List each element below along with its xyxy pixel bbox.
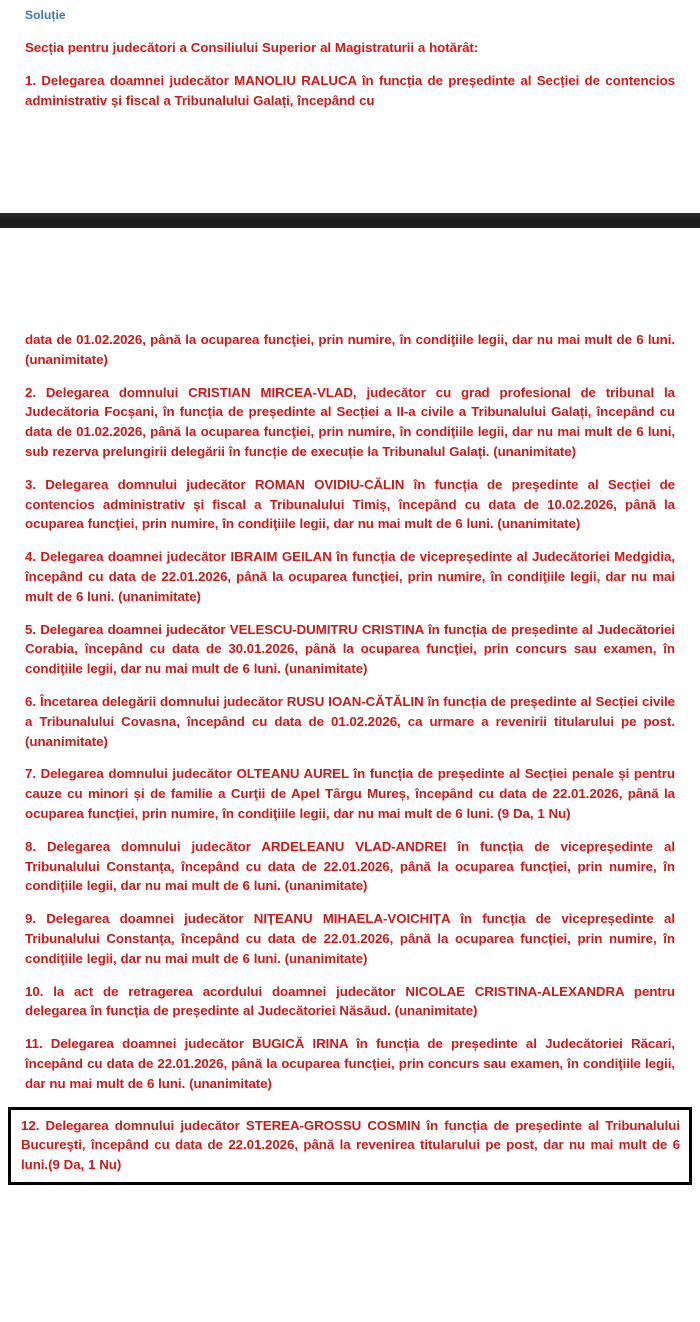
section-label-solutie: Soluție	[25, 8, 66, 22]
decision-item-3: 3. Delegarea domnului judecător ROMAN OVIDIU-CĂLIN în funcția de președinte al Secției de contencios administrativ și fiscal a Tribunalului Timiș, începând cu data de 10.02.2026, până la ocuparea funcţiei, prin numire, în condiţiile legii, dar nu mai mult de 6 luni. (unanimitate)	[25, 476, 675, 532]
highlighted-decision-box	[8, 1107, 692, 1185]
decision-heading: Secția pentru judecători a Consiliului Superior al Magistraturii a hotărât:	[25, 40, 479, 55]
decision-item-12: 12. Delegarea domnului judecător STEREA-GROSSU COSMIN în funcția de președinte al Tribunalului București, începând cu data de 22.01.2026, până la revenirea titularului pe post, dar nu mai mult de 6 luni.(9 Da, 1 Nu)	[21, 1117, 680, 1173]
decision-item-10: 10. la act de retragerea acordului doamnei judecător NICOLAE CRISTINA-ALEXANDRA pentru delegarea în funcția de președinte al Judecătoriei Năsăud. (unanimitate)	[25, 983, 675, 1019]
decision-item-9: 9. Delegarea doamnei judecător NIȚEANU MIHAELA-VOICHIȚA în funcția de vicepreședinte al Tribunalului Constanța, începând cu data de 22.01.2026, până la ocuparea funcţiei, prin numire, în condiţiile legii, dar nu mai mult de 6 luni. (unanimitate)	[25, 911, 675, 966]
decision-item-11: 11. Delegarea doamnei judecător BUGICĂ IRINA în funcția de președinte al Judecătoriei Răcari, începând cu data de 22.01.2026, până la ocuparea funcţiei, prin concurs sau examen, în condiţiile legii, dar nu mai mult de 6 luni. (unanimitate)	[25, 1036, 675, 1091]
document-page-bottom	[0, 228, 700, 1322]
document-page-top	[0, 0, 700, 213]
page-separator-band	[0, 213, 700, 228]
decision-item-5: 5. Delegarea doamnei judecător VELESCU-DUMITRU CRISTINA în funcția de președinte al Judecătoriei Corabia, începând cu data de 30.01.2026, până la ocuparea funcţiei, prin concurs sau examen, în condiţiile legii, dar nu mai mult de 6 luni. (unanimitate)	[25, 621, 675, 677]
decision-item-4: 4. Delegarea doamnei judecător IBRAIM GEILAN în funcția de vicepreședinte al Judecătoriei Medgidia, începând cu data de 22.01.2026, până la ocuparea funcţiei, prin numire, în condiţiile legii, dar nu mai mult de 6 luni. (unanimitate)	[25, 549, 675, 604]
decision-item-7: 7. Delegarea domnului judecător OLTEANU AUREL în funcția de președinte al Secției penale și pentru cauze cu minori și de familie a Curţii de Apel Târgu Mureș, începând cu data de 22.01.2026, până la ocuparea funcţiei, prin numire, în condiţiile legii, dar nu mai mult de 6 luni. (9 Da, 1 Nu)	[25, 766, 675, 821]
decision-item-6: 6. Încetarea delegării domnului judecător RUSU IOAN-CĂTĂLIN în funcția de președinte al Secției civile a Tribunalului Covasna, începând cu data de 01.02.2026, ca urmare a revenirii titularului pe post. (unanimitate)	[25, 693, 675, 749]
decision-item-8: 8. Delegarea domnului judecător ARDELEANU VLAD-ANDREI în funcția de vicepreședinte al Tribunalului Constanța, începând cu data de 22.01.2026, până la ocuparea funcţiei, prin numire, în condiţiile legii, dar nu mai mult de 6 luni. (unanimitate)	[25, 838, 675, 894]
decision-item-1-part-2: data de 01.02.2026, până la ocuparea funcţiei, prin numire, în condiţiile legii, dar nu mai mult de 6 luni. (unanimitate)	[25, 332, 675, 367]
decision-item-1-part-1: 1. Delegarea doamnei judecător MANOLIU RALUCA în funcția de președinte al Secției de contencios administrativ și fiscal a Tribunalului Galați, începând cu	[25, 72, 675, 108]
decision-item-2: 2. Delegarea domnului CRISTIAN MIRCEA-VLAD, judecător cu grad profesional de tribunal la Judecătoria Focșani, în funcția de președinte al Secției a II-a civile a Tribunalului Galați, începând cu data de 01.02.2026, până la ocuparea funcţiei, prin numire, în condiţiile legii, dar nu mai mult de 6 luni, sub rezerva prelungirii delegării în funcție de execuție la Tribunalul Galați. (unanimitate)	[25, 384, 675, 459]
page-top-margin	[25, 228, 675, 330]
